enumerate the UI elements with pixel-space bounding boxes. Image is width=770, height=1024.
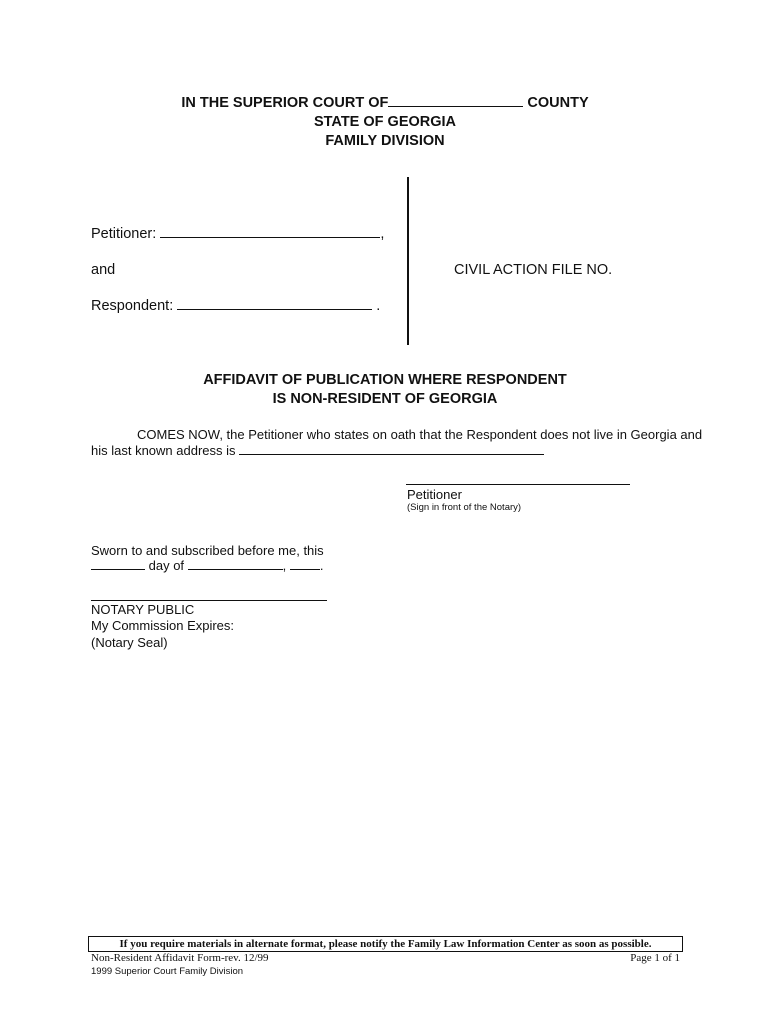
sworn-line1: Sworn to and subscribed before me, this — [91, 543, 324, 558]
address-blank — [239, 454, 544, 455]
county-label: COUNTY — [527, 95, 589, 111]
petitioner-blank — [160, 237, 380, 238]
signature-label: Petitioner — [407, 487, 462, 502]
page-number: Page 1 of 1 — [630, 952, 680, 964]
notary-seal: (Notary Seal) — [91, 635, 168, 650]
respondent-period: . — [376, 298, 381, 314]
sworn-line2 — [91, 558, 324, 573]
signature-note: (Sign in front of the Notary) — [407, 502, 522, 513]
body-paragraph-line2 — [91, 443, 544, 458]
respondent-row — [91, 298, 380, 314]
civil-action-label: CIVIL ACTION FILE NO. — [454, 262, 613, 278]
petitioner-comma: , — [380, 226, 385, 242]
notary-signature-line — [91, 600, 327, 601]
county-blank — [388, 106, 523, 107]
copyright-line: 1999 Superior Court Family Division — [91, 966, 244, 977]
form-name: Non-Resident Affidavit Form-rev. 12/99 — [91, 952, 269, 964]
year-blank — [290, 569, 320, 570]
affidavit-title-line2: IS NON-RESIDENT OF GEORGIA — [272, 391, 498, 407]
commission-expires: My Commission Expires: — [91, 618, 235, 633]
division-header: FAMILY DIVISION — [325, 133, 445, 149]
state-header: STATE OF GEORGIA — [313, 114, 457, 130]
petitioner-row — [91, 226, 384, 242]
day-of-label: day of — [148, 558, 185, 573]
petitioner-label: Petitioner: — [91, 226, 157, 242]
respondent-blank — [177, 309, 372, 310]
alternate-format-notice: If you require materials in alternate format, please notify the Family Law Information Center as soon as possible. — [88, 936, 683, 952]
respondent-label: Respondent: — [91, 298, 174, 314]
notary-title: NOTARY PUBLIC — [91, 602, 195, 617]
body-paragraph-line1: COMES NOW, the Petitioner who states on oath that the Respondent does not live in Georgia and — [137, 427, 703, 442]
caption-divider — [407, 177, 409, 345]
and-label: and — [91, 262, 116, 278]
month-blank — [188, 569, 283, 570]
affidavit-title-line1: AFFIDAVIT OF PUBLICATION WHERE RESPONDENT — [203, 372, 567, 388]
court-header-line1 — [0, 95, 770, 111]
sworn-period: . — [319, 558, 324, 573]
petitioner-signature-line — [406, 484, 630, 485]
sworn-comma: , — [282, 558, 287, 573]
court-prefix: IN THE SUPERIOR COURT OF — [181, 95, 389, 111]
address-label: his last known address is — [91, 443, 236, 458]
day-blank — [91, 569, 145, 570]
